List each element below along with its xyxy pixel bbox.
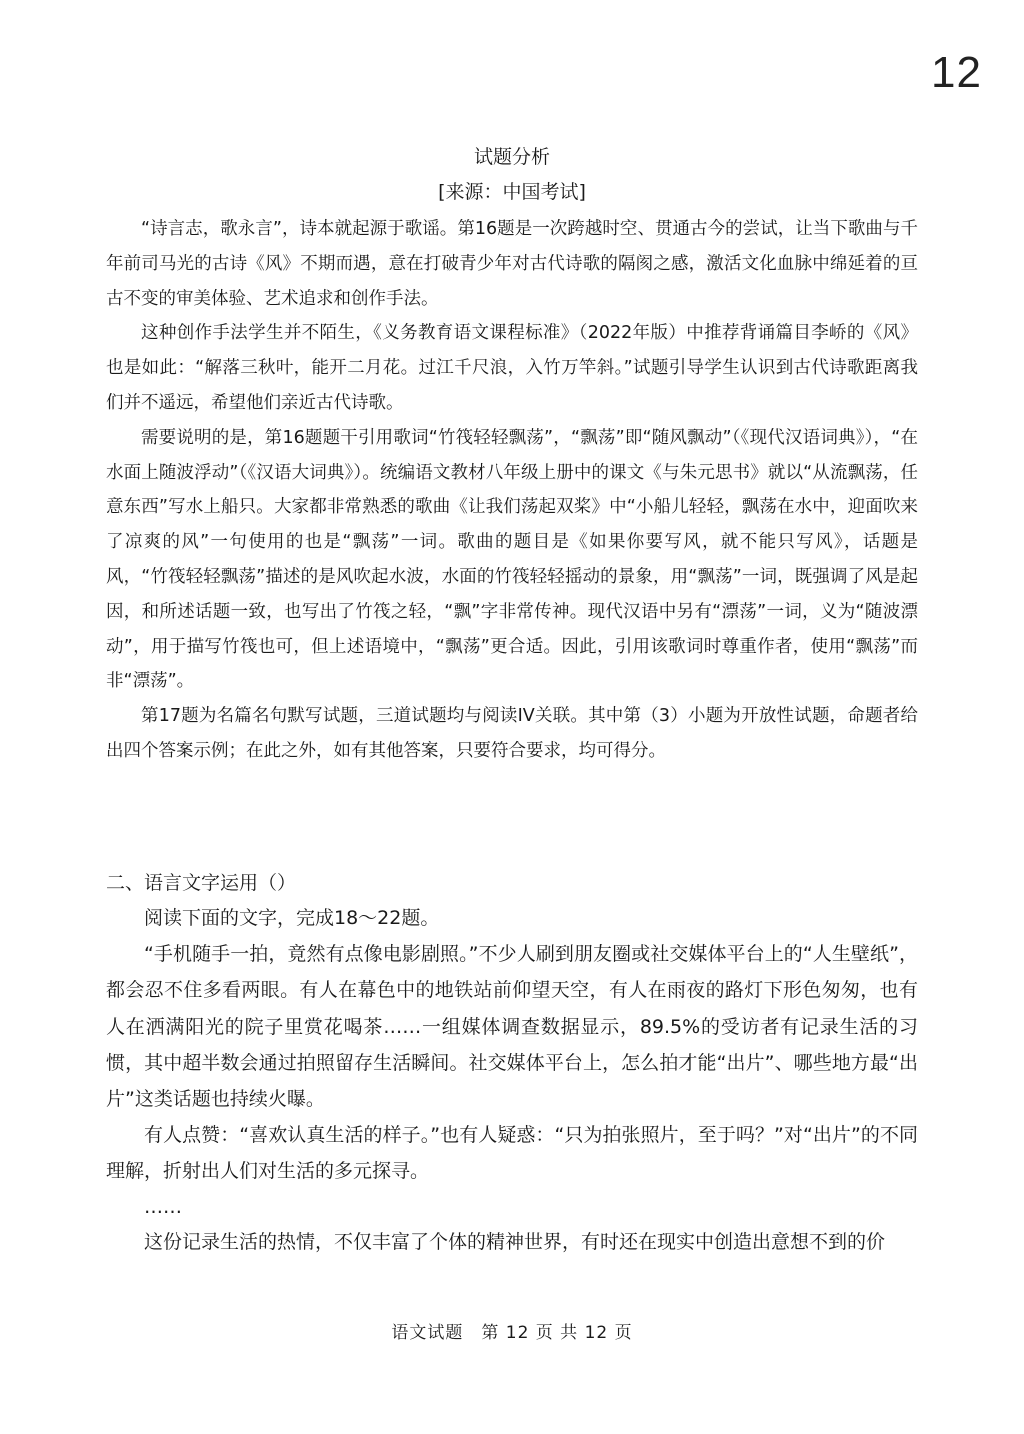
analysis-paragraph: 第17题为名篇名句默写试题，三道试题均与阅读IV关联。其中第（3）小题为开放性试题，命题者给出四个答案示例；在此之外，如有其他答案，只要符合要求，均可得分。 [106,706,918,761]
analysis-paragraph: “诗言志，歌永言”，诗本就起源于歌谣。第16题是一次跨越时空、贯通古今的尝试，让当下歌曲与千年前司马光的古诗《风》不期而遇，意在打破青少年对古代诗歌的隔阂之感，激活文化血脉中绵延着的亘古不变的审美体验、艺术追求和创作手法。 [106,219,918,309]
page-number: 12 [931,48,982,97]
analysis-section [106,212,918,769]
passage-paragraph: “手机随手一拍，竟然有点像电影剧照。”不少人刷到朋友圈或社交媒体平台上的“人生壁纸”，都会忍不住多看两眼。有人在幕色中的地铁站前仰望天空，有人在雨夜的路灯下形色匆匆，也有人在洒满阳光的院子里赏花喝茶……一组媒体调查数据显示，89.5%的受访者有记录生活的习惯，其中超半数会通过拍照留存生活瞬间。社交媒体平台上，怎么拍才能“出片”、哪些地方最“出片”这类话题也持续火曝。 [106,943,918,1111]
page-title: 试题分析 [473,146,550,168]
analysis-paragraph: 这种创作手法学生并不陌生，《义务教育语文课程标准》（2022年版）中推荐背诵篇目李峤的《风》也是如此：“解落三秋叶，能开二月花。过江千尺浪，入竹万竿斜。”试题引导学生认识到古代诗歌距离我们并不遥远，希望他们亲近古代诗歌。 [106,323,918,413]
language-usage-section [106,866,918,1260]
section-instruction: 阅读下面的文字，完成18～22题。 [144,907,440,929]
passage-paragraph: 有人点赞：“喜欢认真生活的样子。”也有人疑惑：“只为拍张照片，至于吗？”对“出片”的不同理解，折射出人们对生活的多元探寻。 [106,1124,918,1183]
passage-ellipsis: …… [144,1195,182,1218]
section-heading: 二、语言文字运用（） [106,872,297,894]
analysis-paragraph: 需要说明的是，第16题题干引用歌词“竹筏轻轻飘荡”，“飘荡”即“随风飘动”（《现代汉语词典》），“在水面上随波浮动”（《汉语大词典》）。统编语文教材八年级上册中的课文《与朱元思书》就以“从流飘荡，任意东西”写水上船只。大家都非常熟悉的歌曲《让我们荡起双桨》中“小船儿轻轻，飘荡在水中，迎面吹来了凉爽的风”一句使用的也是“飘荡”一词。歌曲的题目是《如果你要写风，就不能只写风》，话题是风，“竹筏轻轻飘荡”描述的是风吹起水波，水面的竹筏轻轻摇动的景象，用“飘荡”一词，既强调了风是起因，和所述话题一致，也写出了竹筏之轻，“飘”字非常传神。现代汉语中另有“漂荡”一词，义为“随波漂动”，用于描写竹筏也可，但上述语境中，“飘荡”更合适。因此，引用该歌词时尊重作者，使用“飘荡”而非“漂荡”。 [106,427,918,692]
source-line: [来源：中国考试] [438,181,586,203]
passage-paragraph: 这份记录生活的热情，不仅丰富了个体的精神世界，有时还在现实中创造出意想不到的价 [144,1230,886,1253]
page-footer: 语文试题 第 12 页 共 12 页 [391,1323,633,1343]
